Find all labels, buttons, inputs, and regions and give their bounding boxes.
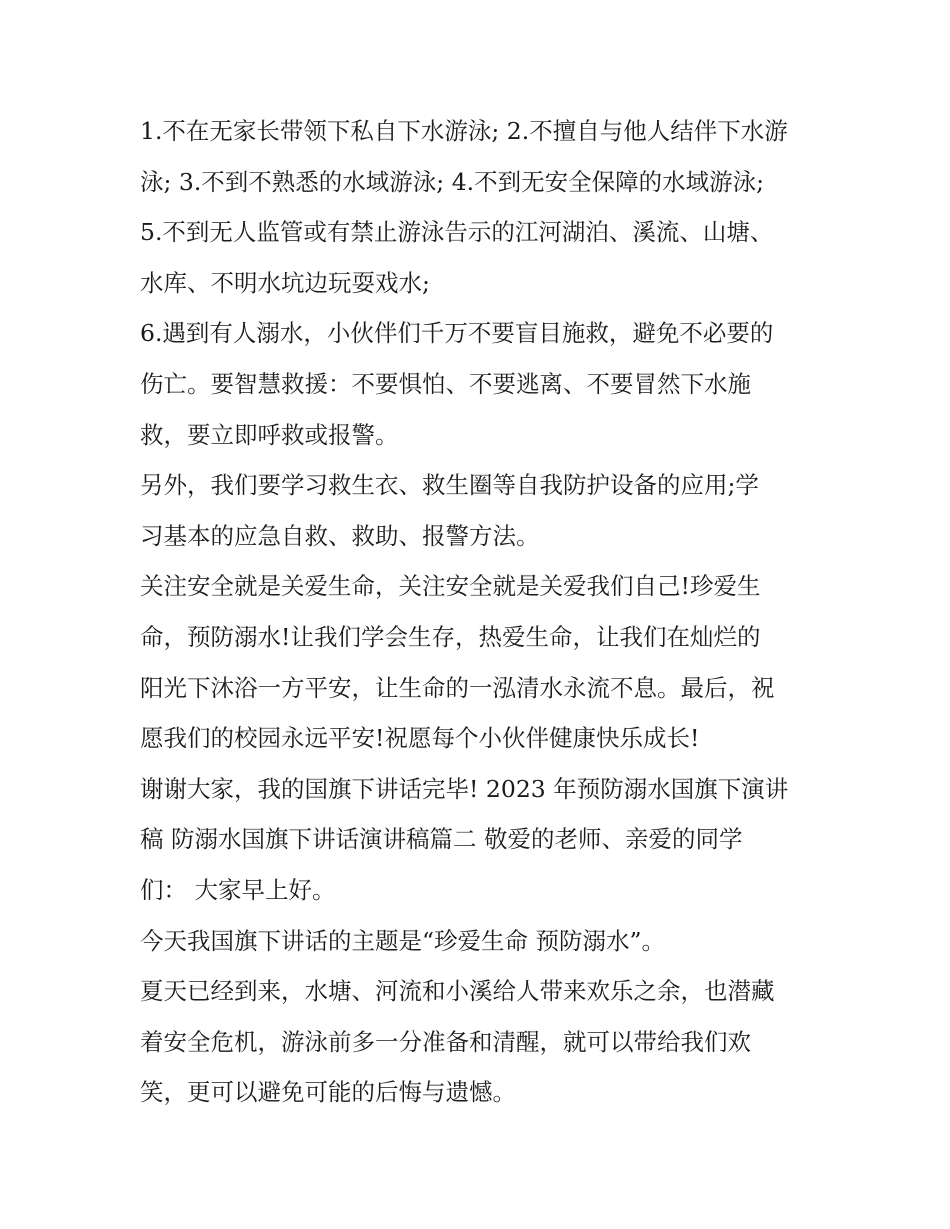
text-line: 命，预防溺水!让我们学会生存，热爱生命，让我们在灿烂的 xyxy=(140,622,761,651)
text-line: 救，要立即呼救或报警。 xyxy=(140,420,399,449)
text-line: 阳光下沐浴一方平安，让生命的一泓清水永流不息。最后，祝 xyxy=(140,673,775,702)
text-line: 谢谢大家，我的国旗下讲话完毕! 2023 年预防溺水国旗下演讲 xyxy=(140,774,789,803)
document-body xyxy=(140,106,812,1118)
text-line: 笑，更可以避免可能的后悔与遗憾。 xyxy=(140,1078,516,1107)
text-line: 另外，我们要学习救生衣、救生圈等自我防护设备的应用;学 xyxy=(140,471,759,500)
text-line: 愿我们的校园永远平安!祝愿每个小伙伴健康快乐成长! xyxy=(140,724,700,753)
text-line: 稿 防溺水国旗下讲话演讲稿篇二 敬爱的老师、亲爱的同学 xyxy=(140,825,743,854)
text-line: 泳; 3.不到不熟悉的水域游泳; 4.不到无安全保障的水域游泳; xyxy=(140,167,765,196)
text-line: 们： 大家早上好。 xyxy=(140,875,336,904)
text-line: 夏天已经到来，水塘、河流和小溪给人带来欢乐之余，也潜藏 xyxy=(140,977,775,1006)
text-line: 今天我国旗下讲话的主题是“珍爱生命 预防溺水”。 xyxy=(140,926,665,955)
text-line: 习基本的应急自救、救助、报警方法。 xyxy=(140,521,540,550)
text-line: 关注安全就是关爱生命，关注安全就是关爱我们自己!珍爱生 xyxy=(140,572,761,601)
text-line: 水库、不明水坑边玩耍戏水; xyxy=(140,268,430,297)
text-line: 1.不在无家长带领下私自下水游泳; 2.不擅自与他人结伴下水游 xyxy=(140,117,788,145)
text-line: 5.不到无人监管或有禁止游泳告示的江河湖泊、溪流、山塘、 xyxy=(140,218,774,247)
text-line: 着安全危机，游泳前多一分准备和清醒，就可以带给我们欢 xyxy=(140,1027,751,1056)
text-line: 伤亡。要智慧救援：不要惧怕、不要逃离、不要冒然下水施 xyxy=(140,369,751,398)
text-line: 6.遇到有人溺水，小伙伴们千万不要盲目施救，避免不必要的 xyxy=(140,319,774,348)
